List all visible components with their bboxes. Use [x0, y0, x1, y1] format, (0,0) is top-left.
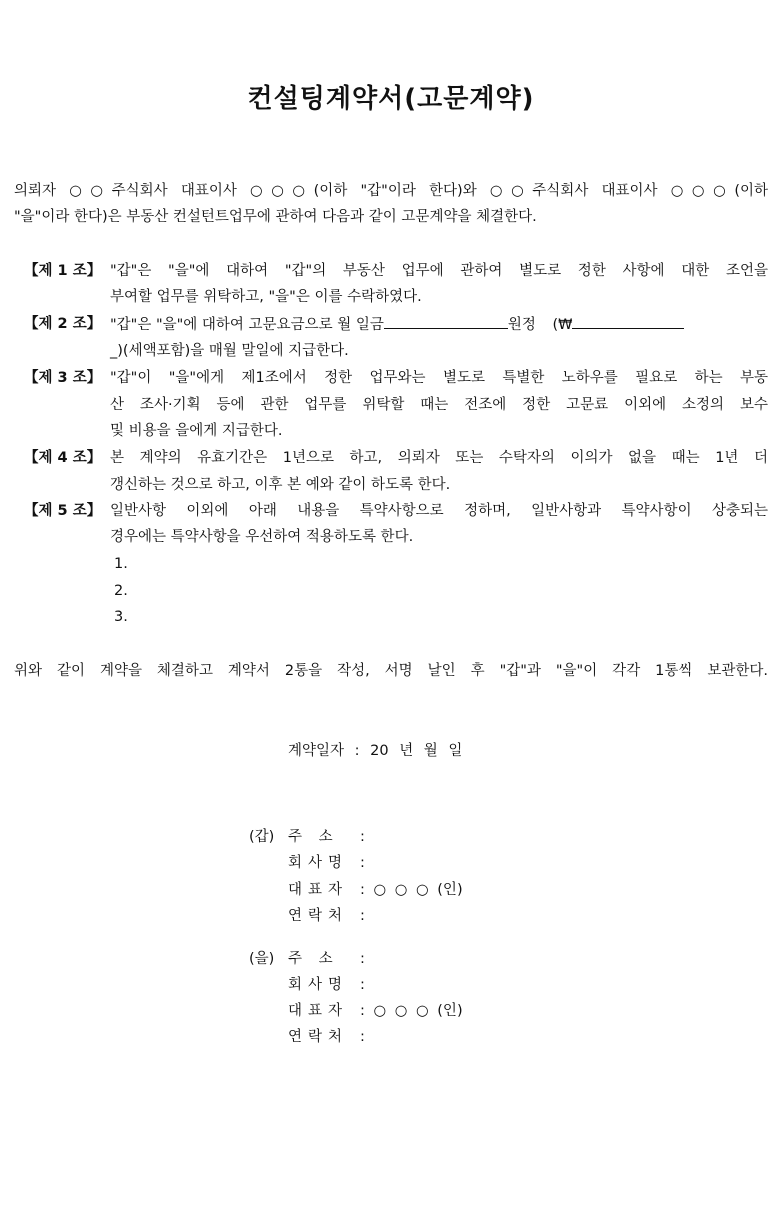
article-5-label: 【제 5 조】 — [24, 503, 102, 519]
party-b-address-value: : — [360, 951, 365, 967]
article-2-line-1 — [110, 314, 768, 335]
article-1-line-1: "갑"은 "을"에 대하여 "갑"의 부동산 업무에 관하여 별도로 정한 사항에 대한 조언을 — [110, 263, 768, 279]
party-a-contact-label: 연락처 — [288, 908, 349, 924]
article-4-label: 【제 4 조】 — [24, 450, 102, 466]
article-3-line-1: "갑"이 "을"에게 제1조에서 정한 업무와는 별도로 특별한 노하우를 필요로 하는 부동 — [110, 370, 768, 386]
party-a-address-value: : — [360, 829, 365, 845]
party-a-rep-value: : ○ ○ ○ (인) — [360, 882, 463, 898]
article-3-label: 【제 3 조】 — [24, 370, 102, 386]
fee-won-blank — [572, 314, 684, 329]
party-a-company-label: 회사명 — [288, 855, 349, 871]
article-3-line-2: 산 조사·기획 등에 관한 업무를 위탁할 때는 전조에 정한 고문료 이외에 소정의 보수 — [110, 397, 768, 413]
party-b-address-label: 주 소 — [288, 951, 339, 967]
party-a-address-label: 주 소 — [288, 829, 339, 845]
party-a-tag: (갑) — [249, 829, 275, 845]
party-a-contact-value: : — [360, 908, 365, 924]
party-b-contact-label: 연락처 — [288, 1029, 349, 1045]
article-5-line-2: 경우에는 특약사항을 우선하여 적용하도록 한다. — [110, 529, 414, 545]
document-title: 컨설팅계약서(고문계약) — [247, 84, 535, 114]
article-2-line-2: _)(세액포함)을 매월 말일에 지급한다. — [110, 343, 349, 359]
article-2-line-1-mid: 원정 (₩ — [507, 317, 573, 333]
article-5-line-1: 일반사항 이외에 아래 내용을 특약사항으로 정하며, 일반사항과 특약사항이 상충되는 — [110, 503, 768, 519]
contract-date: 계약일자 : 20 년 월 일 — [288, 743, 463, 759]
party-b-tag: (을) — [249, 951, 275, 967]
article-4-line-1: 본 계약의 유효기간은 1년으로 하고, 의뢰자 또는 수탁자의 이의가 없을 때는 1년 더 — [110, 450, 768, 466]
article-2-line-1-start: "갑"은 "을"에 대하여 고문요금으로 월 일금 — [110, 317, 384, 333]
party-b-rep-value: : ○ ○ ○ (인) — [360, 1003, 463, 1019]
article-4-line-2: 갱신하는 것으로 하고, 이후 본 예와 같이 하도록 한다. — [110, 477, 451, 493]
special-item-3: 3. — [114, 609, 128, 625]
special-item-1: 1. — [114, 556, 128, 572]
intro-line-2: "을"이라 한다)은 부동산 컨설턴트업무에 관하여 다음과 같이 고문계약을 체결한다. — [14, 209, 537, 225]
party-b-company-value: : — [360, 977, 365, 993]
closing-statement: 위와 같이 계약을 체결하고 계약서 2통을 작성, 서명 날인 후 "갑"과 "을"이 각각 1통씩 보관한다. — [14, 663, 768, 679]
party-b-contact-value: : — [360, 1029, 365, 1045]
fee-amount-blank — [384, 314, 508, 329]
article-1-line-2: 부여할 업무를 위탁하고, "을"은 이를 수락하였다. — [110, 289, 422, 305]
party-a-rep-label: 대표자 — [288, 882, 349, 898]
article-2-label: 【제 2 조】 — [24, 316, 102, 332]
article-1-label: 【제 1 조】 — [24, 263, 102, 279]
article-3-line-3: 및 비용을 을에게 지급한다. — [110, 423, 283, 439]
party-a-company-value: : — [360, 855, 365, 871]
special-item-2: 2. — [114, 583, 128, 599]
party-b-company-label: 회사명 — [288, 977, 349, 993]
intro-line-1: 의뢰자 ○○주식회사 대표이사 ○○○(이하 "갑"이라 한다)와 ○○주식회사 대표이사 ○○○(이하 — [14, 183, 768, 199]
party-b-rep-label: 대표자 — [288, 1003, 349, 1019]
